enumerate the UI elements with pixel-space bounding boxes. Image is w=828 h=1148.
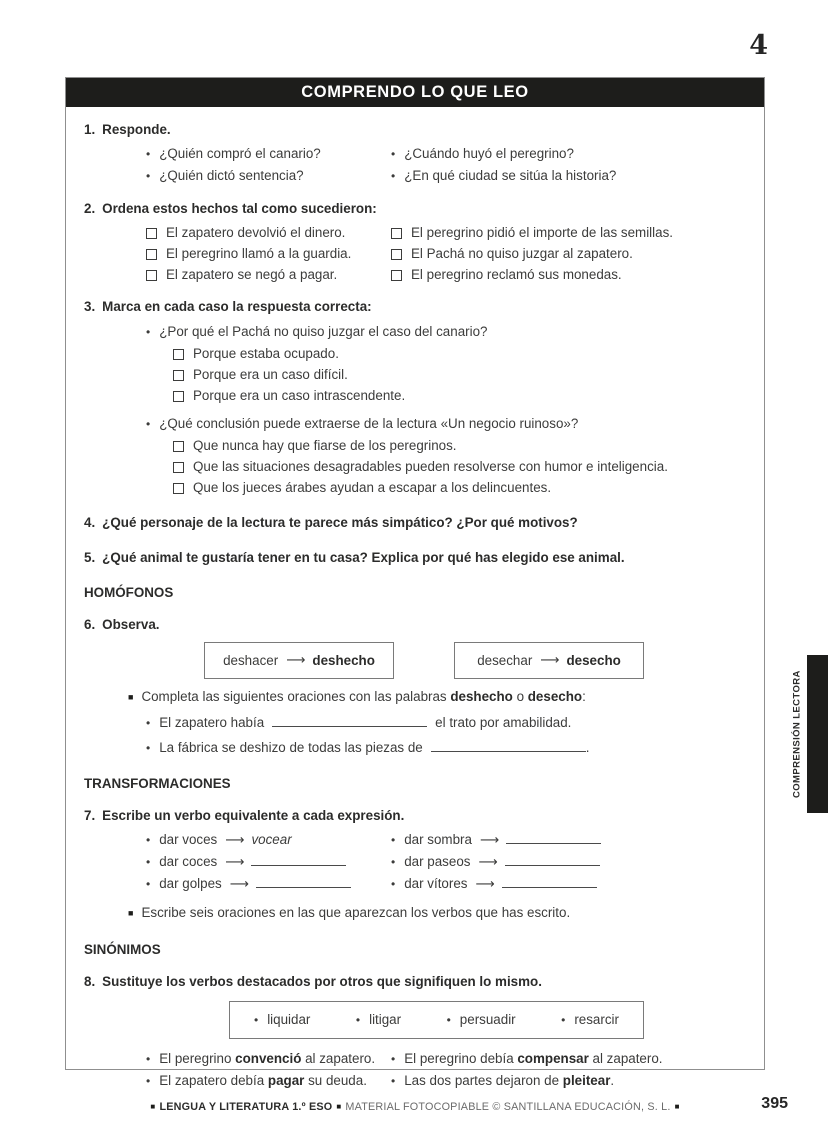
question-title: ¿Qué personaje de la lectura te parece más simpático? ¿Por qué motivos?: [102, 515, 578, 530]
subtask-text: Completa las siguientes oraciones con las palabras deshecho o desecho:: [141, 689, 586, 704]
answer-blank: [505, 853, 600, 866]
example-answer: vocear: [251, 832, 292, 847]
question-1: [84, 119, 746, 187]
expression: dar coces: [159, 854, 218, 869]
question-title: Responde.: [102, 122, 171, 137]
checkbox-label: El zapatero devolvió el dinero.: [166, 225, 346, 240]
question-title: Escribe un verbo equivalente a cada expresión.: [102, 808, 405, 823]
page-number: 395: [761, 1095, 788, 1112]
question-2-items: [146, 222, 746, 285]
expression-row: [146, 873, 391, 895]
bullet-icon: •: [146, 1052, 151, 1066]
bullet-icon: •: [355, 1013, 361, 1027]
checkbox-label: El peregrino llamó a la guardia.: [166, 246, 352, 261]
bullet-icon: •: [391, 147, 396, 161]
section-heading-transformaciones: TRANSFORMACIONES: [84, 776, 231, 791]
question-number: 3.: [84, 299, 96, 314]
sentence-item: [391, 1070, 746, 1092]
checkbox-item: [173, 477, 746, 498]
checkbox-icon: [173, 462, 184, 473]
arrow-icon: ⟶: [225, 855, 244, 870]
sentence-item: [146, 1048, 391, 1070]
bullet-icon: •: [146, 147, 151, 161]
checkbox-label: Porque era un caso intrascendente.: [193, 388, 406, 403]
option-group: [173, 435, 746, 498]
expression-row: [391, 873, 746, 895]
arrow-icon: ⟶: [479, 833, 499, 848]
expression: dar voces: [159, 832, 218, 847]
sentence-end: el trato por amabilidad.: [435, 715, 572, 730]
question-number: 4.: [84, 515, 96, 530]
expression-row: [391, 851, 746, 873]
bullet-icon: •: [254, 1013, 259, 1027]
answer-blank: [272, 714, 427, 727]
expression: dar sombra: [404, 832, 472, 847]
bullet-icon: •: [146, 877, 151, 891]
sentence-text: Las dos partes dejaron de pleitear.: [404, 1073, 615, 1088]
checkbox-item: [391, 264, 746, 285]
section-banner: [66, 78, 764, 107]
question-7-heading: [84, 805, 746, 826]
side-tab-label: COMPRENSIÓN LECTORA: [791, 670, 803, 798]
word-pair-box: [454, 642, 644, 679]
sentence-start: La fábrica se deshizo de todas las piezas de: [159, 740, 423, 755]
question-number: 8.: [84, 974, 96, 989]
word-to: deshecho: [312, 653, 375, 668]
list-item: [391, 165, 746, 187]
question-3-heading: [84, 296, 746, 317]
checkbox-item: [173, 364, 746, 385]
square-bullet-icon: ■: [674, 1102, 680, 1111]
page-footer: [65, 1101, 765, 1113]
square-bullet-icon: ■: [128, 908, 134, 918]
checkbox-icon: [146, 228, 157, 239]
sub-question: [146, 321, 746, 343]
sub-question-text: ¿Qué conclusión puede extraerse de la lectura «Un negocio ruinoso»?: [159, 416, 579, 431]
footer-copyright: MATERIAL FOTOCOPIABLE © SANTILLANA EDUCACIÓN, S. L.: [345, 1101, 671, 1113]
checkbox-icon: [173, 391, 184, 402]
word-to: desecho: [566, 653, 621, 668]
expression-row: [391, 829, 746, 851]
list-item: [146, 165, 391, 187]
checkbox-item: [173, 456, 746, 477]
bullet-icon: •: [391, 1074, 396, 1088]
list-item-text: ¿Quién compró el canario?: [159, 146, 321, 161]
bullet-icon: •: [146, 716, 151, 730]
checkbox-label: El peregrino reclamó sus monedas.: [411, 267, 622, 282]
fill-in-sentence: [146, 712, 746, 734]
checkbox-icon: [173, 349, 184, 360]
word-from: desechar: [477, 653, 533, 668]
question-1-items: [146, 143, 746, 187]
checkbox-item: [391, 222, 746, 243]
bullet-icon: •: [146, 169, 151, 183]
question-3: [84, 296, 746, 498]
question-1-heading: [84, 119, 746, 140]
bullet-icon: •: [146, 325, 151, 339]
checkbox-label: Porque era un caso difícil.: [193, 367, 348, 382]
checkbox-item: [146, 264, 391, 285]
word-bank-item: • persuadir: [447, 1009, 516, 1031]
question-title: ¿Qué animal te gustaría tener en tu casa? Explica por qué has elegido ese animal.: [102, 550, 625, 565]
question-2: [84, 198, 746, 285]
answer-blank: [251, 853, 346, 866]
checkbox-icon: [173, 483, 184, 494]
question-8-items: [146, 1048, 746, 1092]
word-bank-item: • litigar: [356, 1009, 401, 1031]
subtask-completa: [128, 686, 746, 709]
checkbox-icon: [391, 249, 402, 260]
question-number: 1.: [84, 122, 96, 137]
list-item-text: ¿Quién dictó sentencia?: [159, 168, 304, 183]
bullet-icon: •: [146, 417, 151, 431]
word-bank-item: • liquidar: [254, 1009, 310, 1031]
sentence-item: [391, 1048, 746, 1070]
subtask-text: Escribe seis oraciones en las que aparezcan los verbos que has escrito.: [141, 905, 571, 920]
bullet-icon: •: [391, 855, 396, 869]
arrow-icon: ⟶: [286, 653, 305, 668]
activity-box: [65, 77, 765, 1088]
question-title: Ordena estos hechos tal como sucedieron:: [102, 201, 377, 216]
checkbox-icon: [391, 270, 402, 281]
arrow-icon: ⟶: [478, 855, 497, 870]
list-item: [146, 143, 391, 165]
checkbox-label: Que nunca hay que fiarse de los peregrinos.: [193, 438, 457, 453]
unit-number: 4: [749, 30, 768, 61]
answer-blank: [506, 831, 601, 844]
sentence-text: El peregrino debía compensar al zapatero.: [404, 1051, 663, 1066]
word-from: deshacer: [223, 653, 279, 668]
list-item-text: ¿Cuándo huyó el peregrino?: [404, 146, 574, 161]
bullet-icon: •: [391, 1052, 396, 1066]
question-number: 6.: [84, 617, 96, 632]
word-pair-box: [204, 642, 394, 679]
observa-boxes: [204, 642, 746, 679]
bullet-icon: •: [146, 741, 151, 755]
checkbox-item: [173, 385, 746, 406]
question-8-heading: [84, 971, 746, 992]
checkbox-icon: [146, 249, 157, 260]
question-title: Observa.: [102, 617, 160, 632]
expression: dar vítores: [404, 876, 468, 891]
question-number: 2.: [84, 201, 96, 216]
sub-question-text: ¿Por qué el Pachá no quiso juzgar el caso del canario?: [159, 324, 488, 339]
activity-content: [66, 107, 764, 1092]
question-7-items: [146, 829, 746, 895]
expression: dar paseos: [404, 854, 471, 869]
sentence-start: El zapatero había: [159, 715, 265, 730]
arrow-icon: ⟶: [229, 877, 248, 892]
square-bullet-icon: ■: [336, 1102, 342, 1111]
question-2-heading: [84, 198, 746, 219]
sentence-text: El zapatero debía pagar su deuda.: [159, 1073, 367, 1088]
question-5-heading: [84, 547, 746, 568]
sentence-item: [146, 1070, 391, 1092]
bullet-icon: •: [146, 855, 151, 869]
checkbox-label: Que los jueces árabes ayudan a escapar a los delincuentes.: [193, 480, 552, 495]
checkbox-label: Porque estaba ocupado.: [193, 346, 339, 361]
question-title: Marca en cada caso la respuesta correcta:: [102, 299, 372, 314]
fill-in-sentence: [146, 737, 746, 759]
arrow-icon: ⟶: [225, 833, 244, 848]
expression: dar golpes: [159, 876, 222, 891]
bullet-icon: •: [391, 169, 396, 183]
section-heading-sinonimos: SINÓNIMOS: [84, 942, 161, 957]
checkbox-icon: [391, 228, 402, 239]
sentence-end: .: [585, 740, 590, 755]
expression-row: [146, 829, 391, 851]
sentence-text: El peregrino convenció al zapatero.: [159, 1051, 376, 1066]
arrow-icon: ⟶: [540, 653, 559, 668]
checkbox-label: El Pachá no quiso juzgar al zapatero.: [411, 246, 633, 261]
question-number: 5.: [84, 550, 96, 565]
answer-blank: [256, 875, 351, 888]
checkbox-item: [173, 435, 746, 456]
banner-title: COMPRENDO LO QUE LEO: [301, 83, 529, 101]
side-tab-bar: [807, 655, 828, 813]
square-bullet-icon: ■: [128, 692, 134, 702]
subtask-escribe: [128, 902, 746, 925]
expression-row: [146, 851, 391, 873]
checkbox-item: [146, 222, 391, 243]
answer-blank: [502, 875, 597, 888]
question-6-heading: [84, 614, 746, 635]
list-item-text: ¿En qué ciudad se sitúa la historia?: [404, 168, 617, 183]
bullet-icon: •: [391, 877, 396, 891]
question-title: Sustituye los verbos destacados por otros que signifiquen lo mismo.: [102, 974, 542, 989]
arrow-icon: ⟶: [475, 877, 494, 892]
word-bank-box: [229, 1001, 644, 1039]
question-4-heading: [84, 512, 746, 533]
list-item: [391, 143, 746, 165]
checkbox-icon: [173, 370, 184, 381]
bullet-icon: •: [391, 833, 396, 847]
checkbox-label: Que las situaciones desagradables pueden resolverse con humor e inteligencia.: [193, 459, 668, 474]
checkbox-label: El peregrino pidió el importe de las semillas.: [411, 225, 673, 240]
checkbox-icon: [173, 441, 184, 452]
sub-question: [146, 413, 746, 435]
section-heading-homofonos: HOMÓFONOS: [84, 585, 174, 600]
checkbox-item: [391, 243, 746, 264]
bullet-icon: •: [146, 833, 151, 847]
bullet-icon: •: [146, 1074, 151, 1088]
square-bullet-icon: ■: [150, 1102, 156, 1111]
checkbox-item: [146, 243, 391, 264]
question-number: 7.: [84, 808, 96, 823]
bullet-icon: •: [561, 1013, 566, 1027]
bullet-icon: •: [446, 1013, 451, 1027]
word-bank-item: • resarcir: [561, 1009, 619, 1031]
checkbox-label: El zapatero se negó a pagar.: [166, 267, 338, 282]
option-group: [173, 343, 746, 406]
answer-blank: [431, 739, 586, 752]
checkbox-item: [173, 343, 746, 364]
checkbox-icon: [146, 270, 157, 281]
footer-book-title: LENGUA Y LITERATURA 1.º ESO: [159, 1101, 333, 1113]
